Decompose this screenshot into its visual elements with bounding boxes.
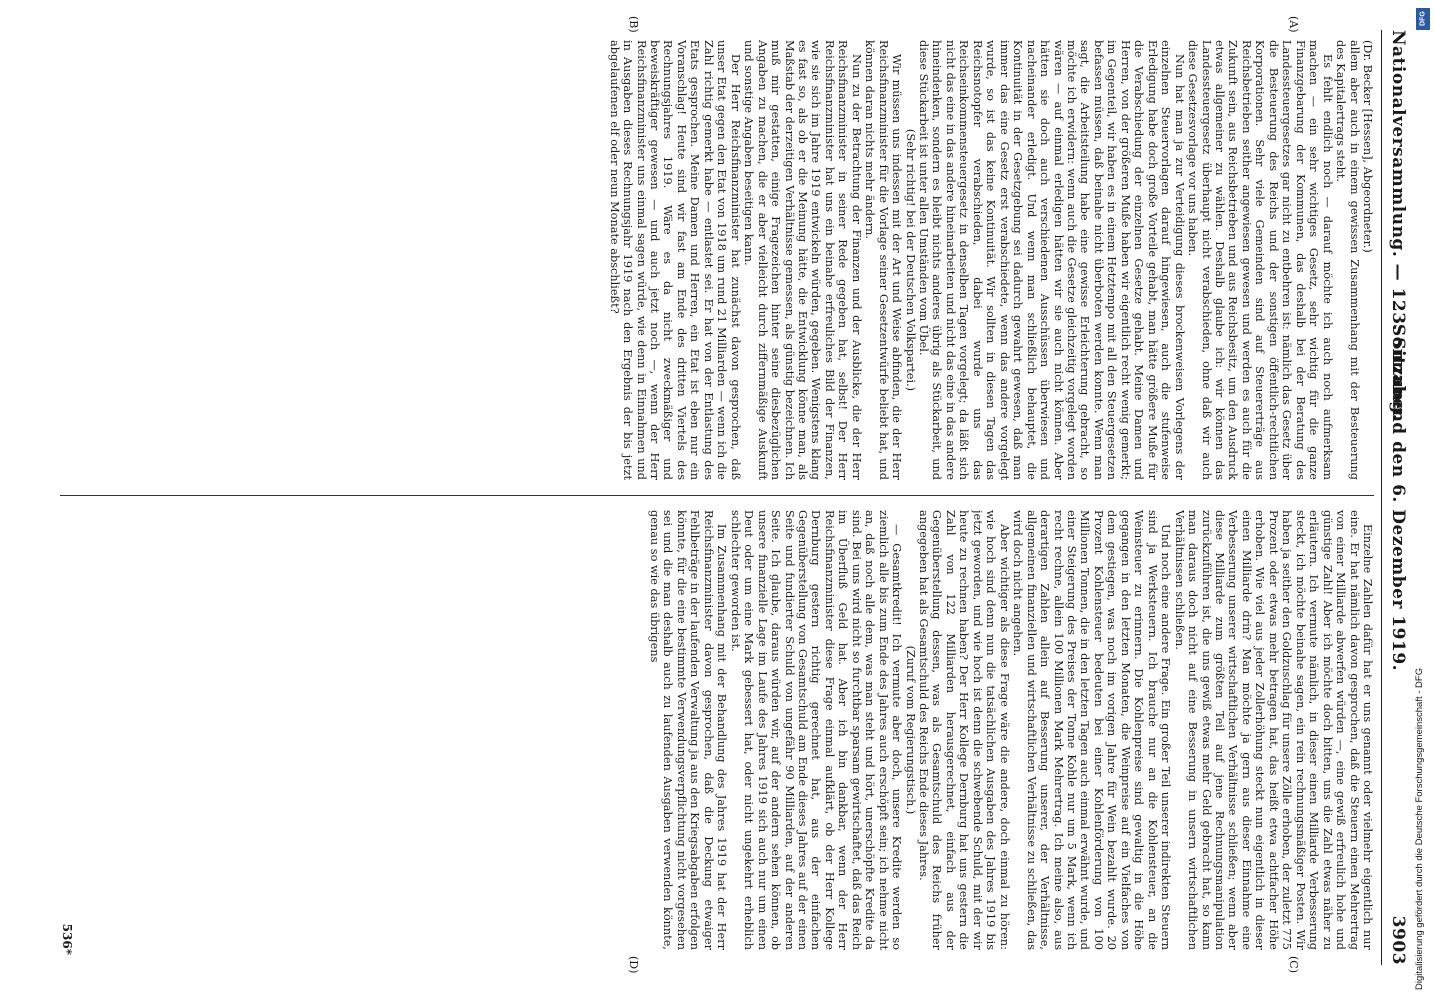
paragraph: — Gesamtkredit! Ich vermute aber doch, unsere Kredite werden so ziemlich alle bis zum Ende des Jahres auch erschöpft sein; ich nehme nicht an, daß noch alle dem, was man steht und hört, unerschöpfte Kredite da sind. Bei uns wird nicht so furchtbar sparsam gewirtschaftet, daß das Reich im Überfluß Geld hat. Aber ich bin dankbar, wenn der Herr Reichsfinanzminister diese Frage einmal aufklärt, ob der Herr Kollege Dernburg gestern richtig gerechnet hat, aus der einfachen Gegenüberstellung von Gesamtschuld am Ende dieses Jahres auf der einen Seite und fundierter Schuld von ungefähr 90 Milliarden, auf der anderen Seite. Ich glaube, daraus würden wir, auf der andern sehen können, ob unsere finanzielle Lage im Laufe des Jahres 1919 sich auch nur um einen Deut oder um eine Mark gebessert hat, oder nicht ungekehrt erheblich schlechter geworden ist. bbox=[728, 510, 904, 950]
margin-marker-c: (C) bbox=[1287, 956, 1300, 973]
dfg-logo-icon: DFG bbox=[1416, 8, 1430, 30]
digitization-sidebar bbox=[1412, 0, 1434, 1000]
margin-marker-a: (A) bbox=[1287, 16, 1300, 33]
rotated-content bbox=[50, 10, 1420, 985]
column-divider bbox=[60, 495, 1374, 496]
page bbox=[50, 10, 1420, 985]
signature-mark: 536* bbox=[60, 923, 74, 955]
margin-marker-d: (D) bbox=[627, 956, 640, 974]
paragraph: Einzelne Zahlen dafür hat er uns genannt oder vielmehr eigentlich nur eine. Er hat nämlich davon gesprochen, daß die Steuern einen Mehrertrag von einer Milliarde abwerfen würden —, eine gewiß erfreulich hohe und günstige Zahl! Aber ich möchte doch bitten, uns die Zahl etwas näher zu erläutern. Ich vermute nämlich, in dieser einen Milliarde Verbesserung steckt, ich möchte beinahe sagen, ein rein rechnungsmäßiger Posten. Wir haben ja seither den Goldzuschlag für unsere Zölle erhoben, der zuletzt 775 Prozent oder etwas mehr betragen hat, das heißt etwa achtfacher Höhe erhoben. Wie viel aus jeder Zollerhöhung steckt nun eigentlich in dieser einen Milliarde drin? Man möchte ja gern aus dieser Einnahme eine Verbesserung unserer wirtschaftlichen Verhältnisse schließen; wenn aber diese Milliarde zum größten Teil auf jene Rechnungsmanipulation zurückzuführen ist, die uns gewiß etwas mehr Geld gebracht hat, so kann man daraus doch nicht auf eine Besserung in unsern wirtschaftlichen Verhältnissen schließen. bbox=[1172, 510, 1374, 950]
paragraph: Aber wichtiger als diese Frage wäre die andere, doch einmal zu hören: wie hoch sind denn nun die tatsächlichen Ausgaben des Jahres 1919 bis jetzt geworden, und wie hoch ist denn die schwebende Schuld, mit der wir heute zu rechnen haben? Der Herr Kollege Dernburg hat uns gestern die Zahl von 122 Milliarden herausgerechnet, einfach aus der Gegenüberstellung dessen, was als Gesamtschuld des Reichs früher angegeben hat als Gesamtschuld des Reichs Ende dieses Jahres. bbox=[917, 510, 1011, 950]
paragraph: Nun zu der Betrachtung der Finanzen und der Ausblicke, die der Herr Reichsfinanzminister in seiner Rede gegeben hat, selbst! Der Herr Reichsfinanzminister hat uns ein beinahe erfreuliches Bild der Finanzen, wie sie sich im Jahre 1919 entwickeln würden, gegeben. Wenigstens klang es fast so, als ob er die Meinung hätte, die Entwicklung könne man, als Maßstab der derzeitigen Verhältnisse gemessen, als günstig bezeichnen. Ich muß mir gestatten, einige Fragezeichen hinter seine diesbezüglichen Angaben zu machen, die er aber vielleicht durch ziffernmäßige Auskunft und sonstige Angaben beseitigen kann. bbox=[742, 40, 863, 480]
running-header bbox=[1386, 30, 1408, 965]
paragraph: Der Herr Reichsfinanzminister hat zunächst davon gesprochen, daß unser Etat gegen den Etat von 1918 um rund 21 Milliarden — wenn ich die Zahl richtig gemerkt habe — entlastet sei. Er hat von der Entlastung des Etats gesprochen. Meine Damen und Herren, ein Etat ist eben nur ein Voranschlag! Heute sind wir fast am Ende des dritten Viertels des Rechnungsjahres 1919. Wäre es da nicht zweckmäßiger und beweiskräftiger gewesen — und auch jetzt noch —, wenn der Herr Reichsfinanzminister uns einmal sagen würde, wie denn in Einnahmen und in Ausgaben dieses Rechnungsjahr 1919 nach den Ergebnis der bis jetzt abgelaufenen elf oder neun Monate abschließt? bbox=[607, 40, 742, 480]
paragraph: Nun hat man ja zur Verteidigung dieses brockenweisen Vorlegens der einzelnen Steuervorlagen darauf hingewiesen, auch die stufenweise Erledigung habe doch große Vorteile gehabt, man hätte größere Muße für die Verabschiedung der einzelnen Gesetze gehabt. Meine Damen und Herren, von der größeren Muße haben wir eigentlich recht wenig gemerkt; im Gegenteil, wir haben es in einem Hetztempo mit all den Steuergesetzen befassen müssen, daß beinahe nicht überboten werden konnte. Wenn man sagt, die Arbeitsteilung habe eine gewisse Erleichterung gebracht, so möchte ich erwidern: wenn auch die Gesetze gleichzeitig vorgelegt worden wären — auf einmal erledigen hätten wir sie auch nicht können. Aber hätten sie doch auch verschiedenen Ausschüssen überwiesen und nacheinander erledigt. Und wenn man schließlich behauptet, die Kontinuität in der Gesetzgebung sei dadurch gewahrt gewesen, daß man immer das eine Gesetz erst verabschiedete, wenn das andere vorgelegt wurde, so ist das keine Kontinuität. Wir sollten in diesen Tagen das Reichsnotopfer verabschieden, dabei wurde uns das Reichseinkommensteuergesetz in denselben Tagen vorgelegt; da läßt sich nicht das eine in das andere hineinarbeiten und nicht das eine in das andere hineindenken, sondern es bleibt nichts anderes übrig als Stückarbeit, und diese Stückarbeit ist unter allen Umständen vom Übel. bbox=[917, 40, 1186, 480]
column-right bbox=[58, 510, 1374, 950]
interjection: (Zuruf vom Regierungstisch.) bbox=[903, 645, 917, 815]
paragraph: allem aber auch in einem gewissen Zusammenhang mit der Besteuerung des Kapitalertrags steht. bbox=[1334, 40, 1361, 480]
scanned-sheet bbox=[50, 10, 1420, 985]
page-number: 3903 bbox=[1388, 915, 1408, 965]
interjection: (Sehr richtig! bei der Deutschen Volkspartei.) bbox=[903, 128, 917, 392]
header-center: Sonnabend den 6. Dezember 1919. bbox=[1388, 323, 1408, 672]
paragraph: Wir müssen uns indessen mit der Art und Weise abfinden, die der Herr Reichsfinanzminister für die Vorlage seiner Gesetzentwürfe beliebt hat, und können daran nichts mehr ändern. bbox=[863, 40, 904, 480]
column-left bbox=[58, 40, 1374, 480]
sidebar-credit: Digitalisierung gefördert durch die Deutsche Forschungsgemeinschaft - DFG bbox=[1414, 667, 1425, 990]
header-rule bbox=[1381, 30, 1382, 965]
speaker-line: (Dr. Becker [Hessen], Abgeordneter.) bbox=[1361, 40, 1374, 253]
paragraph: Im Zusammenhang mit der Behandlung des Jahres 1919 hat der Herr Reichsfinanzminister davon gesprochen, daß die Deckung etwaiger Fehlbeträge in der laufenden Verwaltung ja aus den Kriegsabgaben erfolgen könnte, für die eine bestimmte Verwendungsverpflichtung nicht vorgesehen sei und die man deshalb auch zu laufenden Ausgaben verwenden könnte, genau so wie das übrigens bbox=[647, 510, 729, 950]
header-left: Nationalversammlung. — 123. Sitzung. bbox=[1388, 30, 1408, 421]
margin-marker-b: (B) bbox=[627, 16, 640, 33]
paragraph: Und noch eine andere Frage. Ein großer Teil unserer indirekten Steuern sind ja Werksteuern. Ich brauche nur an die Kohlensteuer, an die Weinsteuer zu erinnern. Die Kohlenpreise sind gewaltig in die Höhe gegangen in den letzten Monaten, die Weinpreise auf ein Vielfaches von dem gestiegen, was noch im vorigen Jahre für Wein bezahlt wurde. 20 Prozent Kohlensteuer bedeuten bei einer Kohlenförderung von 100 Millionen Tonnen, die in den letzten Tagen auch einmal erwähnt wurde, und einer Steigerung des Preises der Tonne Kohle nur um 5 Mark, wenn ich recht rechne, allein 100 Millionen Mark Mehrertrag. Ich meine also, aus derartigen Zahlen allein auf Besserung unserer, der Verhältnisse, allgemeinen finanziellen und wirtschaftlichen Verhältnisse zu schließen, das wird doch nicht angehen. bbox=[1011, 510, 1173, 950]
paragraph: Es fehlt endlich noch — darauf möchte ich auch noch aufmerksam machen — ein sehr wichtiges Gesetz, sehr wichtig für die ganze Finanzgebarung der Kommunen, das deshalb bei der Beratung des Landessteuergesetzes gar nicht zu entbehren ist: nämlich das Gesetz über die Besteuerung des Reichs und der sonstigen öffentlich-rechtlichen Korporationen. Sehr viele Gemeinden sind auf Steuererträge aus Reichsbetrieben seither angewiesen gewesen und werden es auch für die Zukunft sein, aus Reichsbetrieben und aus Reichsbesitz, um den Ausdruck etwas allgemeiner zu wählen. Deshalb glaube ich: wir können das Landessteuergesetz überhaupt nicht verabschieden, ohne daß wir auch diese Gesetzesvorlage vor uns haben. bbox=[1186, 40, 1334, 480]
